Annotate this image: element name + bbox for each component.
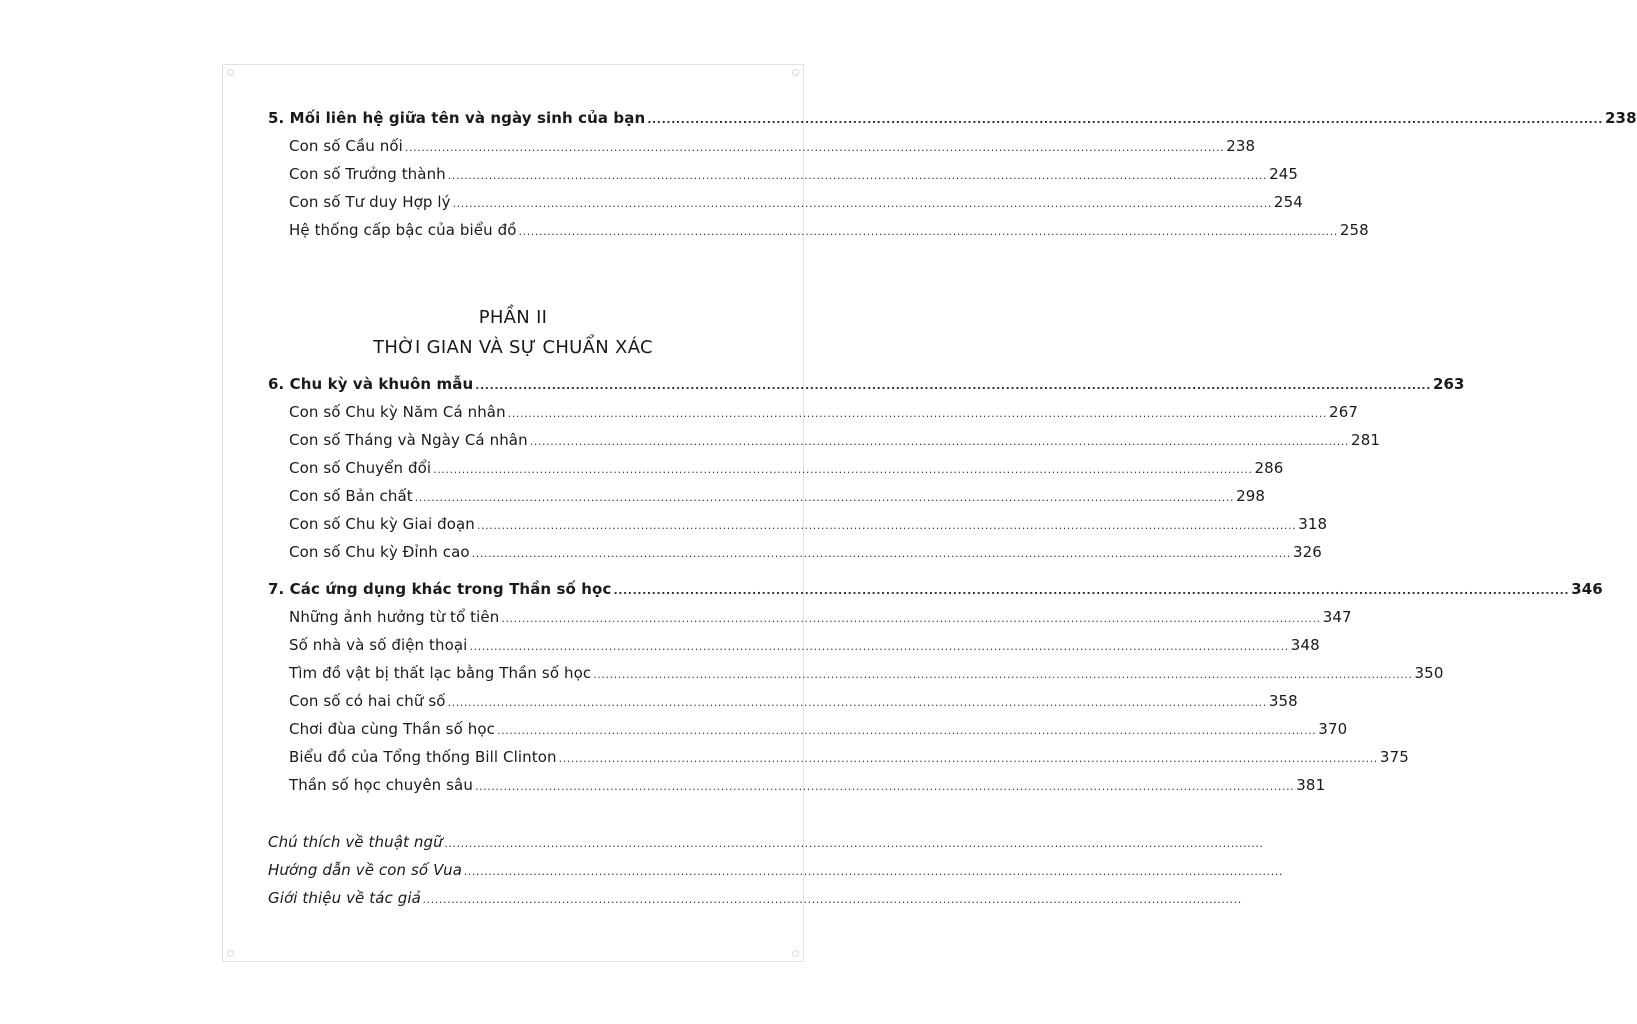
entry-title: Con số Chu kỳ Giai đoạn — [289, 515, 475, 533]
entry-title: Con số Chu kỳ Năm Cá nhân — [289, 403, 506, 421]
toc-entry — [289, 608, 1352, 626]
part-title: THỜI GIAN VÀ SỰ CHUẨN XÁC — [373, 337, 653, 358]
page-number: 286 — [1254, 459, 1284, 477]
toc-entry — [289, 776, 1326, 794]
toc-entry — [289, 487, 1266, 505]
page-number: 267 — [1329, 403, 1358, 421]
entry-title: Hệ thống cấp bậc của biểu đồ — [289, 221, 517, 239]
page-number: 358 — [1268, 692, 1298, 710]
dot-leader: ........................................................................................................................................................................................................ — [613, 584, 1570, 597]
page-number: 258 — [1339, 221, 1369, 239]
entry-title: Số nhà và số điện thoại — [289, 636, 468, 654]
toc-entry — [289, 720, 1348, 738]
page-number: 348 — [1290, 636, 1320, 654]
page-number: 381 — [1296, 776, 1326, 794]
toc-entry — [289, 543, 1322, 561]
page-number: 238 — [1605, 109, 1637, 127]
toc-entry — [289, 193, 1303, 211]
toc-entry — [289, 165, 1299, 183]
page-corner-ornament — [227, 69, 234, 76]
entry-title: Con số Tư duy Hợp lý — [289, 193, 451, 211]
page-corner-ornament — [792, 950, 799, 957]
toc-entry — [289, 431, 1380, 449]
page-number: 254 — [1273, 193, 1303, 211]
dot-leader: ........................................................................................................................................................................................................ — [558, 752, 1378, 765]
page-number: 350 — [1414, 664, 1444, 682]
page-corner-ornament — [227, 950, 234, 957]
dot-leader: ........................................................................................................................................................................................................ — [501, 612, 1321, 625]
toc-entry — [289, 403, 1358, 421]
toc-entry — [289, 515, 1328, 533]
dot-leader: ........................................................................................................................................................................................................ — [647, 113, 1603, 126]
dot-leader: ........................................................................................................................................................................................................ — [593, 668, 1413, 681]
page-number: 346 — [1571, 580, 1603, 598]
dot-leader: ........................................................................................................................................................................................................ — [475, 379, 1431, 392]
dot-leader: ........................................................................................................................................................................................................ — [496, 724, 1317, 737]
chapter-title: Chu kỳ và khuôn mẫu — [289, 375, 474, 393]
dot-leader: ........................................................................................................................................................................................................ — [476, 519, 1297, 532]
entry-title: Con số Trưởng thành — [289, 165, 446, 183]
dot-leader: ........................................................................................................................................................................................................ — [518, 225, 1338, 238]
dot-leader: ........................................................................................................................................................................................................ — [422, 893, 1243, 906]
chapter-title: Mối liên hệ giữa tên và ngày sinh của bạn — [289, 109, 646, 127]
entry-title: Con số Chu kỳ Đỉnh cao — [289, 543, 470, 561]
toc-entry — [289, 636, 1320, 654]
dot-leader: ........................................................................................................................................................................................................ — [471, 547, 1291, 560]
entry-title: Tìm đồ vật bị thất lạc bằng Thần số học — [289, 664, 592, 682]
toc-entry — [289, 692, 1298, 710]
part-label: PHẦN II — [478, 307, 548, 328]
page-number: 298 — [1236, 487, 1266, 505]
dot-leader: ........................................................................................................................................................................................................ — [464, 865, 1284, 878]
entry-title: Con số Chuyển đổi — [289, 459, 432, 477]
dot-leader: ........................................................................................................................................................................................................ — [447, 696, 1267, 709]
toc-entry — [289, 459, 1284, 477]
dot-leader: ........................................................................................................................................................................................................ — [447, 169, 1268, 182]
entry-title: Thần số học chuyên sâu — [289, 776, 473, 794]
entry-title: Con số có hai chữ số — [289, 692, 446, 710]
toc-appendix-entry — [268, 861, 1284, 879]
toc-chapter-7 — [268, 580, 1603, 598]
page-number: 238 — [1226, 137, 1256, 155]
entry-title: Hướng dẫn về con số Vua — [268, 861, 463, 879]
toc-entry — [289, 664, 1444, 682]
dot-leader: ........................................................................................................................................................................................................ — [404, 141, 1225, 154]
page-number: 326 — [1293, 543, 1322, 561]
dot-leader: ........................................................................................................................................................................................................ — [433, 463, 1253, 476]
entry-title: Con số Tháng và Ngày Cá nhân — [289, 431, 528, 449]
entry-title: Chơi đùa cùng Thần số học — [289, 720, 495, 738]
dot-leader: ........................................................................................................................................................................................................ — [452, 197, 1272, 210]
entry-title: Con số Cầu nối — [289, 137, 403, 155]
page-number: 370 — [1318, 720, 1348, 738]
dot-leader: ........................................................................................................................................................................................................ — [529, 435, 1350, 448]
entry-title: Chú thích về thuật ngữ — [268, 833, 443, 851]
toc-entry — [289, 221, 1369, 239]
chapter-number: 5. — [268, 109, 285, 127]
toc-chapter-5 — [268, 109, 1637, 127]
toc-chapter-6 — [268, 375, 1465, 393]
page-number: 263 — [1432, 375, 1465, 393]
chapter-title: Các ứng dụng khác trong Thần số học — [289, 580, 612, 598]
dot-leader: ........................................................................................................................................................................................................ — [507, 407, 1328, 420]
page-number: 281 — [1351, 431, 1380, 449]
dot-leader: ........................................................................................................................................................................................................ — [474, 780, 1295, 793]
chapter-number: 6. — [268, 375, 285, 393]
page-corner-ornament — [792, 69, 799, 76]
dot-leader: ........................................................................................................................................................................................................ — [469, 640, 1289, 653]
toc-appendix-entry — [268, 833, 1265, 851]
dot-leader: ........................................................................................................................................................................................................ — [444, 837, 1265, 850]
toc-entry — [289, 137, 1256, 155]
page-number: 347 — [1322, 608, 1352, 626]
entry-title: Những ảnh hưởng từ tổ tiên — [289, 608, 500, 626]
toc-entry — [289, 748, 1409, 766]
page-number: 375 — [1379, 748, 1409, 766]
entry-title: Con số Bản chất — [289, 487, 413, 505]
dot-leader: ........................................................................................................................................................................................................ — [414, 491, 1235, 504]
entry-title: Giới thiệu về tác giả — [268, 889, 421, 907]
page-number: 245 — [1269, 165, 1299, 183]
toc-appendix-entry — [268, 889, 1243, 907]
page-number: 318 — [1298, 515, 1328, 533]
entry-title: Biểu đồ của Tổng thống Bill Clinton — [289, 748, 557, 766]
chapter-number: 7. — [268, 580, 285, 598]
